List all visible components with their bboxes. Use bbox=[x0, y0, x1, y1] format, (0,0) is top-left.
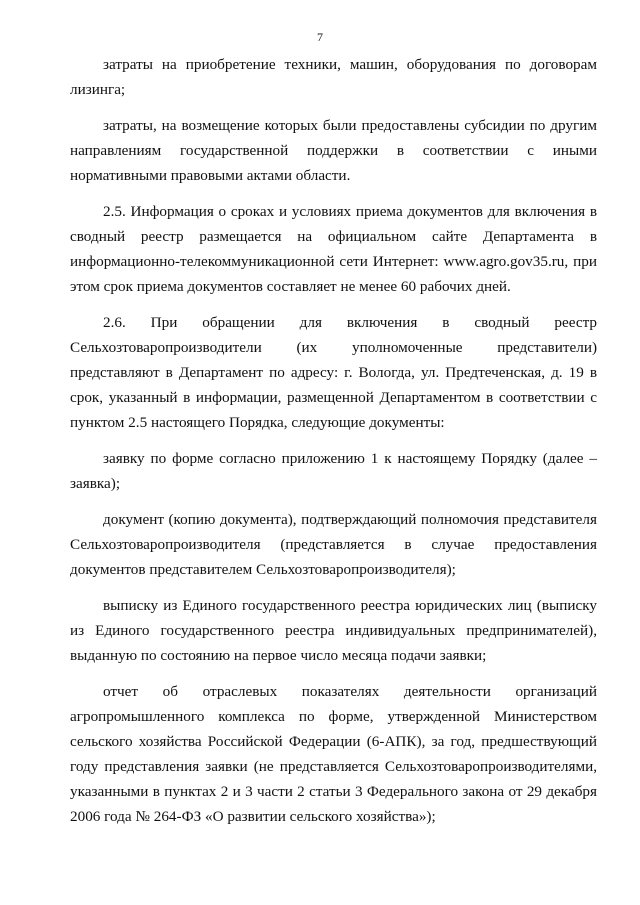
paragraph-other-subsidies: затраты, на возмещение которых были предоставлены субсидии по другим направлениям государственной поддержки в соответствии с иными нормативными правовыми актами области. bbox=[70, 117, 597, 184]
paragraph-authority-document: документ (копию документа), подтверждающий полномочия представителя Сельхозтоваропроизводителя (представляется в случае предоставления документов представителем Сельхозтоваропроизводителя); bbox=[70, 511, 597, 578]
document-body bbox=[70, 52, 597, 840]
paragraph-2-5: 2.5. Информация о сроках и условиях приема документов для включения в сводный реестр размещается на официальном сайте Департамента в информационно-телекоммуникационной сети Интернет: www.agro.gov35.ru, при этом срок приема документов составляет не менее 60 рабочих дней. bbox=[70, 203, 597, 295]
paragraph-industry-report: отчет об отраслевых показателях деятельности организаций агропромышленного комплекса по форме, утвержденной Министерством сельского хозяйства Российской Федерации (6-АПК), за год, предшествующий году представления заявки (не представляется Сельхозтоваропроизводителями, указанными в пунктах 2 и 3 части 2 статьи 3 Федерального закона от 29 декабря 2006 года № 264-ФЗ «О развитии сельского хозяйства»); bbox=[70, 683, 597, 825]
paragraph-registry-extract: выписку из Единого государственного реестра юридических лиц (выписку из Единого государственного реестра индивидуальных предпринимателей), выданную по состоянию на первое число месяца подачи заявки; bbox=[70, 597, 597, 664]
paragraph-leasing-costs: затраты на приобретение техники, машин, оборудования по договорам лизинга; bbox=[70, 56, 597, 98]
page-number: 7 bbox=[317, 30, 323, 44]
paragraph-application: заявку по форме согласно приложению 1 к настоящему Порядку (далее – заявка); bbox=[70, 450, 597, 492]
paragraph-2-6: 2.6. При обращении для включения в сводный реестр Сельхозтоваропроизводители (их уполномоченные представители) представляют в Департамент по адресу: г. Вологда, ул. Предтеченская, д. 19 в срок, указанный в информации, размещенной Департаментом в соответствии с пунктом 2.5 настоящего Порядка, следующие документы: bbox=[70, 314, 597, 431]
